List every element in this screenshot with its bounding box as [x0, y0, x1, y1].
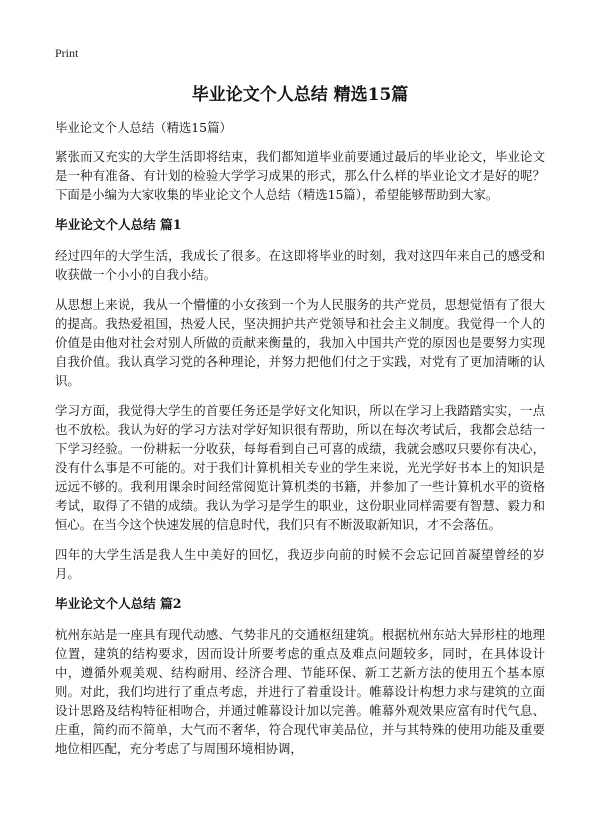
intro-paragraph: 紧张而又充实的大学生活即将结束，我们都知道毕业前要通过最后的毕业论文，毕业论文是一种有准备、有计划的检验大学学习成果的形式，那么什么样的毕业论文才是好的呢？下面是小编为大家收集的毕业论文个人总结（精选15篇），希望能够帮助到大家。: [55, 149, 545, 202]
print-link[interactable]: Print: [55, 46, 79, 60]
section-heading: 毕业论文个人总结 篇1: [55, 217, 182, 232]
section-paragraph: 从思想上来说，我从一个懵懂的小女孩到一个为人民服务的共产党员，思想觉悟有了很大的提高。我热爱祖国，热爱人民，坚决拥护共产党领导和社会主义制度。我觉得一个人的价值是由他对社会对别人所做的贡献来衡量的，我加入中国共产党的原因也是要努力实现自我价值。我认真学习党的各种理论，并努力把他们付之于实践，对党有了更加清晰的认识。: [55, 297, 545, 388]
document-subtitle: 毕业论文个人总结（精选15篇）: [55, 120, 232, 135]
section-paragraph: 四年的大学生活是我人生中美好的回忆，我迈步向前的时候不会忘记回首凝望曾经的岁月。: [55, 547, 545, 581]
section-2: [55, 594, 545, 758]
section-paragraph: 经过四年的大学生活，我成长了很多。在这即将毕业的时刻，我对这四年来自己的感受和收获做一个小小的自我小结。: [55, 248, 545, 282]
section-heading: 毕业论文个人总结 篇2: [55, 596, 182, 611]
section-paragraph: 学习方面，我觉得大学生的首要任务还是学好文化知识，所以在学习上我踏踏实实，一点也不放松。我认为好的学习方法对学好知识很有帮助，所以在每次考试后，我都会总结一下学习经验。一份耕耘一分收获，每每看到自己可喜的成绩，我就会感叹只要你有决心，没有什么事是不可能的。对于我们计算机相关专业的学生来说，光光学好书本上的知识是远远不够的。我利用课余时间经常阅览计算机类的书籍，并参加了一些计算机水平的资格考试，取得了不错的成绩。我认为学习是学生的职业，这份职业同样需要有智慧、毅力和恒心。在当今这个快速发展的信息时代，我们只有不断汲取新知识，才不会落伍。: [55, 403, 545, 532]
document-body: [55, 118, 545, 769]
section-paragraph: 杭州东站是一座具有现代动感、气势非凡的交通枢纽建筑。根据杭州东站大异形柱的地理位置，建筑的结构要求，因而设计所要考虑的重点及难点问题较多，同时，在具体设计中，遵循外观美观、结构耐用、经济合理、节能环保、新工艺新方法的使用五个基本原则。对此，我们均进行了重点考虑，并进行了着重设计。帷幕设计构想力求与建筑的立面设计思路及结构特征相吻合，并通过帷幕设计加以完善。帷幕外观效果应富有时代气息、庄重，简约而不简单，大气而不奢华，符合现代审美品位，并与其特殊的使用功能及重要地位相匹配，充分考虑了与周围环境相协调，: [55, 627, 545, 756]
page-title: 毕业论文个人总结 精选15篇: [191, 85, 409, 105]
section-1: [55, 215, 545, 583]
